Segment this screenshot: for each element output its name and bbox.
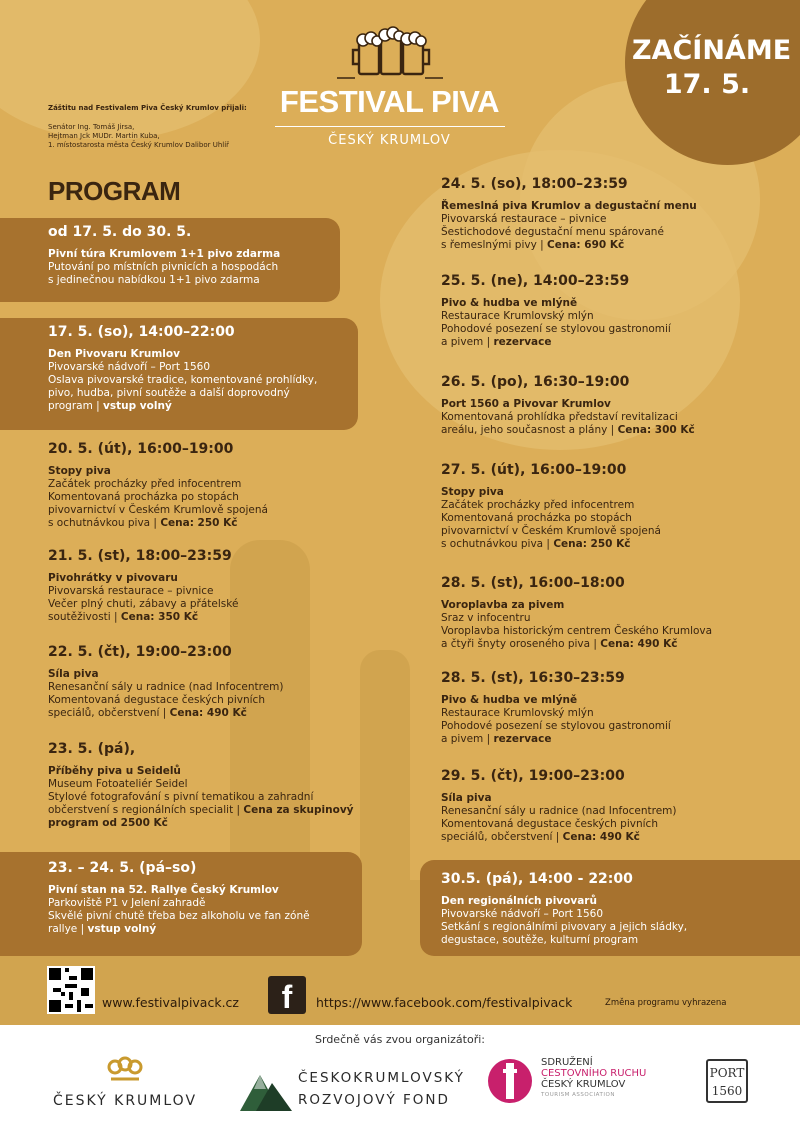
organizers-invite: Srdečně vás zvou organizátoři:: [315, 1033, 485, 1046]
event-title: Síla piva: [48, 668, 99, 680]
event-date: 26. 5. (po), 16:30–19:00: [441, 374, 630, 390]
event-line: s ochutnávkou piva |: [441, 538, 554, 550]
festival-title: FESTIVAL PIVA: [279, 84, 500, 119]
facebook-icon[interactable]: f: [268, 976, 306, 1014]
event-line: Renesanční sály u radnice (nad Infocentrem): [48, 681, 284, 693]
fund-name-line: ČESKOKRUMLOVSKÝ: [298, 1070, 465, 1086]
association-line: CESTOVNÍHO RUCHU: [541, 1068, 647, 1079]
event-title: Řemeslná piva Krumlov a degustační menu: [441, 200, 697, 212]
event-date: 24. 5. (so), 18:00–23:59: [441, 176, 628, 192]
event-title: Stopy piva: [441, 486, 504, 498]
event-line: speciálů, občerstvení |: [441, 831, 563, 843]
event-title: Síla piva: [441, 792, 492, 804]
event-line: Restaurace Krumlovský mlýn: [441, 707, 594, 719]
event-price: Cena: 250 Kč: [160, 517, 238, 529]
event-line: Komentovaná procházka po stopách: [48, 491, 239, 503]
festival-logo: [272, 24, 507, 148]
event-title: Den Pivovaru Krumlov: [48, 348, 180, 360]
event-card: [48, 550, 238, 624]
event-date: 30.5. (pá), 14:00 - 22:00: [441, 871, 633, 887]
event-card: [441, 376, 695, 437]
event-line: a pivem |: [441, 733, 494, 745]
event-line: Pivovarské nádvoří – Port 1560: [441, 908, 604, 920]
event-title: Voroplavba za pivem: [441, 599, 565, 611]
event-price: Cena: 490 Kč: [600, 638, 678, 650]
event-line: Pohodové posezení se stylovou gastronomií: [441, 323, 671, 335]
event-line: Komentovaná degustace českých pivních: [441, 818, 658, 830]
event-line: Komentovaná procházka po stopách: [441, 512, 632, 524]
event-line: Putování po místních pivnicích a hospodách: [48, 261, 279, 273]
event-line: Pivovarská restaurace – pivnice: [48, 585, 214, 597]
event-line: rallye |: [48, 923, 88, 935]
event-line: pivovarnictví v Českém Krumlově spojená: [441, 525, 661, 537]
event-title: Pivo & hudba ve mlýně: [441, 297, 578, 309]
event-card: [48, 226, 280, 287]
event-line: Oslava pivovarské tradice, komentované prohlídky,: [48, 374, 318, 386]
event-date: 20. 5. (út), 16:00–19:00: [48, 441, 234, 457]
patronage-line: Hejtman Jck MUDr. Martin Kuba,: [48, 132, 160, 140]
event-line: Stylové fotografování s pivní tematikou a zahradní: [48, 791, 314, 803]
patronage-line: Senátor Ing. Tomáš Jirsa,: [48, 123, 135, 131]
event-card: [441, 464, 661, 551]
event-line: degustace, soutěže, kulturní program: [441, 934, 639, 946]
event-line: Museum Fotoateliér Seidel: [48, 778, 188, 790]
badge-line-2: 17. 5.: [663, 69, 751, 100]
event-card: [48, 443, 268, 530]
event-card: [48, 326, 317, 413]
event-line: Komentovaná prohlídka představí revitalizaci: [441, 411, 678, 423]
event-line: s řemeslnými pivy |: [441, 239, 548, 251]
website-link[interactable]: www.festivalpivack.cz: [102, 995, 239, 1010]
organizers-footer: [0, 1025, 800, 1131]
event-price: Cena: 250 Kč: [553, 538, 631, 550]
event-line: Začátek procházky před infocentrem: [48, 478, 242, 490]
crown-icon: [105, 1055, 145, 1085]
fund-name-line: ROZVOJOVÝ FOND: [298, 1092, 450, 1108]
rose-tower-icon: [485, 1055, 535, 1107]
association-line: SDRUŽENÍ: [541, 1057, 593, 1068]
event-card: [441, 770, 677, 844]
tourism-association-logo: [485, 1055, 645, 1111]
event-line: speciálů, občerstvení |: [48, 707, 170, 719]
event-card: [441, 672, 671, 746]
mountain-icon: [240, 1065, 292, 1111]
event-date: 23. 5. (pá),: [48, 741, 136, 757]
port-year: 1560: [711, 1084, 743, 1098]
event-line: občerstvení s regionálních specialit |: [48, 804, 244, 816]
event-line: a pivem |: [441, 336, 494, 348]
facebook-link[interactable]: https://www.facebook.com/festivalpivack: [316, 995, 573, 1010]
event-line: Setkání s regionálními pivovary a jejich sládky,: [441, 921, 688, 933]
event-price: Cena: 490 Kč: [169, 707, 247, 719]
patronage-line: 1. místostarosta města Český Krumlov Dalibor Uhlíř: [48, 141, 230, 149]
event-date: 25. 5. (ne), 14:00–23:59: [441, 273, 630, 289]
patronage-block: [48, 104, 288, 150]
event-card: [48, 743, 378, 830]
event-line: Skvělé pivní chutě třeba bez alkoholu ve fan zóně: [48, 910, 310, 922]
event-line: Renesanční sály u radnice (nad Infocentrem): [441, 805, 677, 817]
patronage-heading: Záštitu nad Festivalem Piva Český Krumlov přijali:: [48, 104, 247, 112]
association-line: ČESKÝ KRUMLOV: [541, 1079, 626, 1090]
event-date: 28. 5. (st), 16:30–23:59: [441, 670, 625, 686]
event-line: soutěživosti |: [48, 611, 121, 623]
association-line: TOURISM ASSOCIATION: [541, 1092, 615, 1098]
logo-divider: [275, 126, 505, 127]
event-line: Sraz v infocentru: [441, 612, 531, 624]
cesky-krumlov-logo: [40, 1055, 210, 1109]
event-card: [48, 646, 284, 720]
port-label: PORT: [709, 1066, 745, 1080]
event-title: Pivní stan na 52. Rallye Český Krumlov: [48, 884, 279, 896]
event-price: vstup volný: [103, 400, 172, 412]
event-card: [441, 275, 671, 349]
event-line: s jedinečnou nabídkou 1+1 pivo zdarma: [48, 274, 260, 286]
port-1560-logo: [706, 1059, 748, 1103]
event-line: Restaurace Krumlovský mlýn: [441, 310, 594, 322]
event-date: 22. 5. (čt), 19:00–23:00: [48, 644, 232, 660]
cesky-krumlov-label: ČESKÝ KRUMLOV: [52, 1093, 198, 1109]
event-line: program |: [48, 400, 104, 412]
event-line: a čtyři šnyty oroseného piva |: [441, 638, 601, 650]
event-price: Cena: 300 Kč: [617, 424, 695, 436]
event-card: [48, 862, 310, 936]
reservation-label: rezervace: [493, 336, 552, 348]
event-line: Pivovarské nádvoří – Port 1560: [48, 361, 211, 373]
event-card: [441, 873, 687, 947]
event-line: Pohodové posezení se stylovou gastronomií: [441, 720, 671, 732]
event-line: s ochutnávkou piva |: [48, 517, 161, 529]
event-line: pivovarnictví v Českém Krumlově spojená: [48, 504, 268, 516]
event-price: Cena: 690 Kč: [547, 239, 625, 251]
event-date: 23. – 24. 5. (pá–so): [48, 860, 197, 876]
event-line: Začátek procházky před infocentrem: [441, 499, 635, 511]
event-price: Cena: 490 Kč: [562, 831, 640, 843]
event-line: pivo, hudba, pivní soutěže a další doprovodný: [48, 387, 290, 399]
event-line: Šestichodové degustační menu spárované: [441, 226, 664, 238]
event-line: areálu, jeho současnost a plány |: [441, 424, 618, 436]
event-price: Cena: 350 Kč: [120, 611, 199, 623]
program-heading: PROGRAM: [48, 176, 181, 206]
event-line: Voroplavba historickým centrem Českého Krumlova: [441, 625, 713, 637]
event-date: od 17. 5. do 30. 5.: [48, 224, 192, 240]
event-date: 29. 5. (čt), 19:00–23:00: [441, 768, 625, 784]
event-title: Pivo & hudba ve mlýně: [441, 694, 578, 706]
event-title: Port 1560 a Pivovar Krumlov: [441, 398, 611, 410]
event-date: 21. 5. (st), 18:00–23:59: [48, 548, 232, 564]
event-card: [441, 577, 712, 651]
event-date: 28. 5. (st), 16:00–18:00: [441, 575, 625, 591]
event-title: Stopy piva: [48, 465, 111, 477]
event-card: [441, 178, 697, 252]
event-line: Pivovarská restaurace – pivnice: [441, 213, 607, 225]
start-date-text: [632, 34, 792, 102]
program-change-note: Změna programu vyhrazena: [605, 998, 727, 1008]
rozvojovy-fond-logo: [240, 1065, 465, 1115]
event-title: Den regionálních pivovarů: [441, 895, 597, 907]
reservation-label: rezervace: [493, 733, 552, 745]
event-price: Cena za skupinový program od 2500 Kč: [48, 804, 354, 829]
event-line: Parkoviště P1 v Jelení zahradě: [48, 897, 206, 909]
event-line: Komentovaná degustace českých pivních: [48, 694, 265, 706]
festival-subtitle: ČESKÝ KRUMLOV: [328, 133, 451, 148]
badge-line-1: ZAČÍNÁME: [632, 35, 792, 66]
qr-code[interactable]: [47, 966, 95, 1014]
event-title: Příběhy piva u Seidelů: [48, 765, 181, 777]
event-price: vstup volný: [87, 923, 157, 935]
event-title: Pivní túra Krumlovem 1+1 pivo zdarma: [48, 248, 281, 260]
event-date: 27. 5. (út), 16:00–19:00: [441, 462, 627, 478]
event-date: 17. 5. (so), 14:00–22:00: [48, 324, 235, 340]
event-line: Večer plný chuti, zábavy a přátelské: [48, 598, 239, 610]
beer-mugs-icon: [335, 24, 445, 82]
event-title: Pivohrátky v pivovaru: [48, 572, 178, 584]
